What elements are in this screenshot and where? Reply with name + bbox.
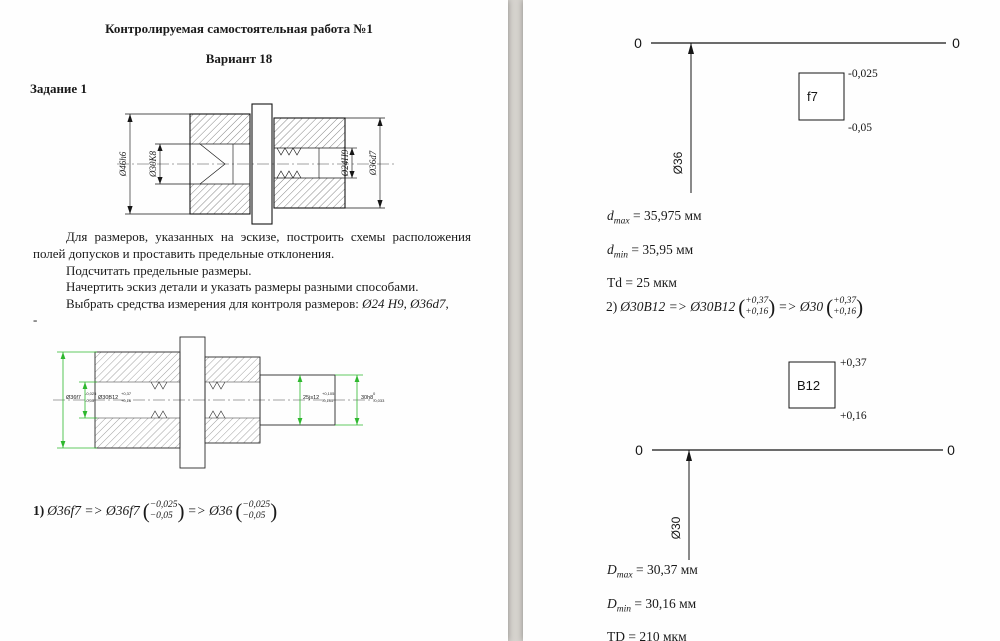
size-label-30h8-ei: -0,033: [373, 398, 385, 403]
lower-deviation: +0,16: [745, 307, 769, 318]
tiny-size-labels: [66, 391, 385, 403]
lower-deviation: −0,05: [149, 511, 173, 522]
paren-close: ): [856, 294, 864, 319]
page-right: [523, 0, 1000, 641]
zero-label-right: 0: [947, 442, 955, 458]
paragraph-3: Начертить эскиз детали и указать размеры разными способами.: [66, 279, 419, 295]
dim-label-d46h6: Ø46h6: [118, 151, 128, 177]
results-f7: [607, 202, 702, 297]
upper-deviation: −0,025: [242, 500, 271, 510]
formula-expression: => Ø36: [187, 503, 233, 519]
tolerance-diagram-b12: [618, 338, 988, 568]
value: = 35,95 мм: [628, 241, 694, 257]
zero-label-right: 0: [952, 35, 960, 51]
tolerance-stack: [143, 500, 185, 523]
paragraph-4: [33, 296, 471, 313]
tolerance-field-box: [799, 73, 844, 120]
field-label: B12: [797, 378, 821, 393]
variable: D: [607, 595, 617, 611]
measure-text: Выбрать средства измерения для контроля размеров:: [66, 296, 363, 312]
variable: D: [607, 562, 617, 577]
d-min-line: [607, 590, 698, 624]
detail-sketch: [45, 330, 385, 485]
right-hub-section: [274, 118, 345, 208]
upper-deviation-label: -0,025: [848, 68, 878, 80]
task-heading: Задание 1: [30, 81, 87, 96]
formula-2: [606, 296, 863, 319]
upper-deviation: +0,37: [745, 296, 769, 306]
paren-close: ): [177, 498, 185, 523]
field-label: f7: [807, 89, 818, 104]
tolerance-stack: [738, 296, 775, 319]
formula-expression: Ø30B12 => Ø30B12: [620, 299, 736, 315]
value: = 30,16 мм: [631, 595, 697, 611]
d-min-line: [607, 236, 702, 270]
formula-expression: Ø36f7 => Ø36f7: [47, 503, 140, 519]
paren-open: (: [142, 498, 150, 523]
size-label-25js12-es: +0,105: [322, 391, 335, 396]
size-label-36f7-es: -0,025: [85, 391, 97, 396]
tolerance-stack: [826, 296, 863, 319]
zero-label-left: 0: [635, 442, 643, 458]
lower-deviation: +0,16: [833, 307, 857, 318]
subscript: min: [616, 604, 631, 615]
dim-label-d24h9: Ø24H9: [340, 149, 350, 177]
formula-number: 1): [33, 503, 45, 519]
paragraph-1: Для размеров, указанных на эскизе, построить схемы расположения полей допусков и проставить предельные отклонения.: [33, 229, 471, 261]
paren-open: (: [235, 498, 243, 523]
results-b12: [607, 556, 698, 641]
tolerance-diagram-f7: [618, 25, 988, 205]
dim-label-d36d7: Ø36d7: [368, 150, 378, 176]
formula-expression: => Ø30: [778, 299, 824, 315]
dimension-outer-right: [345, 118, 385, 208]
variant-heading: Вариант 18: [205, 51, 273, 66]
dim-label-d30k8: Ø30K8: [148, 150, 158, 178]
d-max-line: [607, 202, 702, 236]
d-max-line: [607, 556, 698, 590]
axis-arrow-icon: [686, 450, 692, 461]
subscript: max: [616, 570, 633, 581]
formula-1: [33, 500, 277, 523]
assembly-sketch: [105, 96, 405, 236]
formula-number: 2): [606, 299, 618, 315]
document-title: Контролируемая самостоятельная работа №1: [105, 21, 373, 36]
axis-label: Ø30: [669, 516, 683, 540]
tolerance-stack: [235, 500, 277, 523]
tolerance-line: Td = 25 мкм: [607, 275, 677, 291]
value: = 30,37 мм: [632, 562, 698, 577]
upper-deviation: −0,025: [149, 500, 178, 510]
size-label-30b12-ei: +0,16: [121, 398, 132, 403]
axis-label: Ø36: [671, 151, 685, 175]
size-label-30h8-es: 0: [373, 391, 376, 396]
zero-label-left: 0: [634, 35, 642, 51]
tolerance-line: TD = 210 мкм: [607, 629, 687, 641]
paragraph-2: Подсчитать предельные размеры.: [66, 262, 252, 278]
paren-open: (: [826, 294, 834, 319]
paren-close: ): [768, 294, 776, 319]
measure-tail: ,: [445, 296, 449, 312]
size-label-30b12-es: +0,37: [121, 391, 132, 396]
task-text: [33, 229, 471, 313]
subscript: min: [613, 250, 628, 261]
dimension-bore-right: [340, 148, 357, 178]
lower-deviation-label: -0,05: [848, 122, 872, 134]
size-label-36f7-ei: -0,05: [85, 398, 95, 403]
upper-deviation: +0,37: [833, 296, 857, 306]
size-label-30b12: Ø30B12: [98, 395, 119, 401]
paren-close: ): [270, 498, 278, 523]
size-label-25js12-ei: -0,105: [322, 398, 334, 403]
subscript: max: [613, 216, 630, 227]
lower-deviation: −0,05: [242, 511, 266, 522]
flange-section: [180, 337, 205, 468]
size-label-30h8: 30h8: [361, 395, 374, 401]
upper-deviation-label: +0,37: [840, 357, 867, 369]
paren-open: (: [738, 294, 746, 319]
variable: d: [607, 208, 614, 223]
size-label-36f7: Ø36f7: [66, 395, 81, 401]
axis-arrow-icon: [688, 43, 694, 54]
measure-sizes: Ø24 Н9, Ø36d7: [362, 296, 446, 312]
lower-deviation-label: +0,16: [840, 410, 867, 422]
variable: d: [607, 241, 614, 257]
stray-mark: -: [33, 312, 38, 327]
value: = 35,975 мм: [629, 208, 702, 223]
size-label-25js12: 25js12: [303, 395, 320, 401]
